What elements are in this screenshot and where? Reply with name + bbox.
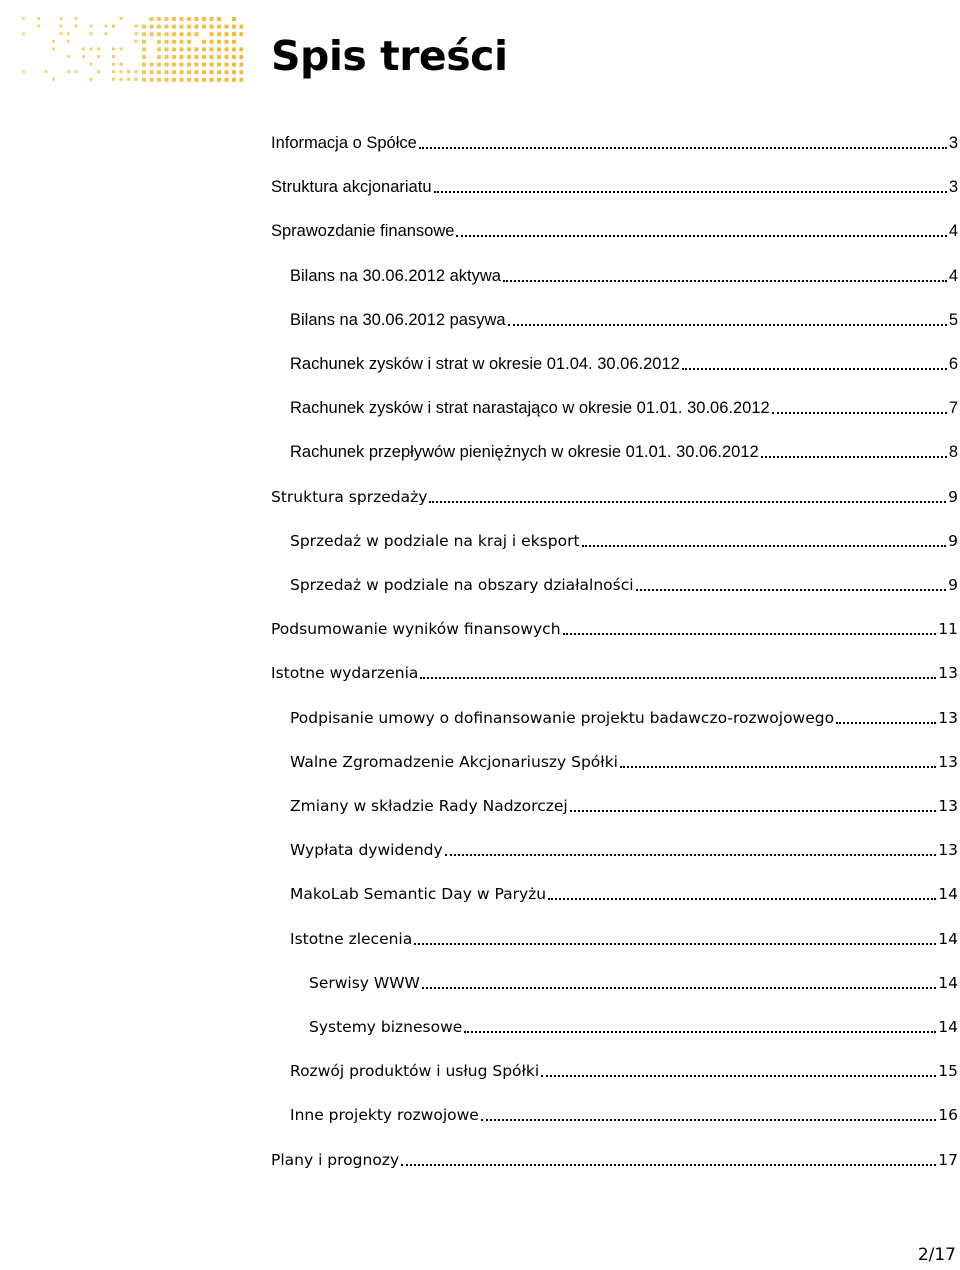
toc-entry-page-number: 13 — [938, 709, 958, 727]
toc-dot-leader — [682, 368, 947, 370]
toc-entry-bilans-aktywa[interactable] — [290, 261, 958, 287]
toc-entry-rachunek-przeplywow[interactable] — [290, 437, 958, 463]
toc-entry-page-number: 15 — [938, 1062, 958, 1080]
toc-entry-istotne-zlecenia[interactable] — [290, 924, 958, 950]
toc-entry-page-number: 14 — [938, 930, 958, 948]
toc-dot-leader — [582, 545, 947, 547]
toc-dot-leader — [401, 1164, 936, 1166]
toc-entry-zmiany-rady-nadzorczej[interactable] — [290, 791, 958, 817]
toc-entry-makolab-semantic-day[interactable] — [290, 879, 958, 905]
toc-entry-page-number: 7 — [948, 399, 958, 417]
toc-entry-sprzedaz-kraj-eksport[interactable] — [290, 526, 958, 552]
toc-dot-leader — [422, 987, 936, 989]
toc-entry-label: Rozwój produktów i usług Spółki — [290, 1062, 540, 1080]
toc-dot-leader — [761, 456, 947, 458]
toc-entry-label: Istotne wydarzenia — [271, 664, 419, 682]
toc-entry-page-number: 13 — [938, 664, 958, 682]
toc-entry-label: Sprzedaż w podziale na kraj i eksport — [290, 532, 580, 550]
toc-entry-sprawozdanie-finansowe[interactable] — [271, 216, 958, 242]
toc-entry-serwisy-www[interactable] — [309, 968, 958, 994]
toc-dot-leader — [434, 191, 947, 193]
toc-entry-page-number: 4 — [948, 222, 958, 240]
toc-entry-page-number: 14 — [938, 974, 958, 992]
toc-entry-label: Struktura sprzedaży — [271, 488, 428, 506]
toc-entry-label: Struktura akcjonariatu — [271, 178, 432, 196]
toc-entry-istotne-wydarzenia[interactable] — [271, 658, 958, 684]
toc-entry-page-number: 14 — [938, 1018, 958, 1036]
toc-entry-label: Rachunek zysków i strat narastająco w okresie 01.01. 30.06.2012 — [290, 399, 770, 417]
toc-entry-page-number: 14 — [938, 885, 958, 903]
toc-entry-label: Istotne zlecenia — [290, 930, 413, 948]
toc-entry-label: Sprawozdanie finansowe — [271, 222, 455, 240]
toc-entry-label: Bilans na 30.06.2012 pasywa — [290, 311, 506, 329]
toc-entry-label: Systemy biznesowe — [309, 1018, 463, 1036]
toc-entry-rachunek-zyskow-i-strat[interactable] — [290, 349, 958, 375]
toc-dot-leader — [456, 235, 946, 237]
toc-entry-podsumowanie-wynikow[interactable] — [271, 614, 958, 640]
toc-entry-label: Sprzedaż w podziale na obszary działalności — [290, 576, 634, 594]
toc-entry-page-number: 16 — [938, 1106, 958, 1124]
toc-dot-leader — [570, 810, 937, 812]
toc-dot-leader — [563, 633, 937, 635]
toc-dot-leader — [481, 1119, 936, 1121]
toc-entry-page-number: 9 — [948, 532, 958, 550]
toc-entry-label: Podsumowanie wyników finansowych — [271, 620, 561, 638]
toc-entry-rachunek-zyskow-narastajaco[interactable] — [290, 393, 958, 419]
toc-entry-label: Bilans na 30.06.2012 aktywa — [290, 267, 501, 285]
toc-entry-rozwoj-produktow[interactable] — [290, 1056, 958, 1082]
toc-entry-informacja-o-spolce[interactable] — [271, 128, 958, 154]
toc-entry-page-number: 5 — [948, 311, 958, 329]
toc-entry-label: Rachunek zysków i strat w okresie 01.04. 30.06.2012 — [290, 355, 680, 373]
toc-entry-label: Serwisy WWW — [309, 974, 420, 992]
toc-entry-struktura-sprzedazy[interactable] — [271, 482, 958, 508]
toc-entry-page-number: 3 — [948, 134, 958, 152]
toc-entry-label: Plany i prognozy — [271, 1151, 400, 1169]
toc-dot-leader — [636, 589, 947, 591]
toc-dot-leader — [419, 147, 947, 149]
toc-entry-struktura-akcjonariatu[interactable] — [271, 172, 958, 198]
toc-entry-systemy-biznesowe[interactable] — [309, 1012, 958, 1038]
toc-entry-label: Wypłata dywidendy — [290, 841, 443, 859]
toc-entry-wyplata-dywidendy[interactable] — [290, 835, 958, 861]
toc-entry-label: Rachunek przepływów pieniężnych w okresie 01.01. 30.06.2012 — [290, 443, 759, 461]
toc-entry-page-number: 17 — [938, 1151, 958, 1169]
toc-entry-page-number: 13 — [938, 841, 958, 859]
toc-entry-page-number: 6 — [948, 355, 958, 373]
toc-entry-label: Podpisanie umowy o dofinansowanie projektu badawczo-rozwojowego — [290, 709, 835, 727]
toc-entry-label: MakoLab Semantic Day w Paryżu — [290, 885, 547, 903]
toc-entry-page-number: 3 — [948, 178, 958, 196]
toc-entry-page-number: 13 — [938, 753, 958, 771]
toc-entry-page-number: 9 — [948, 488, 958, 506]
toc-entry-walne-zgromadzenie[interactable] — [290, 747, 958, 773]
toc-entry-plany-i-prognozy[interactable] — [271, 1145, 958, 1171]
toc-entry-inne-projekty[interactable] — [290, 1100, 958, 1126]
toc-entry-page-number: 11 — [938, 620, 958, 638]
toc-dot-leader — [772, 412, 947, 414]
toc-entry-label: Walne Zgromadzenie Akcjonariuszy Spółki — [290, 753, 618, 771]
toc-entry-page-number: 13 — [938, 797, 958, 815]
toc-dot-leader — [541, 1075, 936, 1077]
toc-entry-page-number: 9 — [948, 576, 958, 594]
toc-dot-leader — [548, 898, 936, 900]
toc-dot-leader — [620, 766, 936, 768]
toc-dot-leader — [464, 1031, 936, 1033]
toc-dot-leader — [445, 854, 937, 856]
toc-entry-sprzedaz-obszary[interactable] — [290, 570, 958, 596]
toc-dot-leader — [420, 677, 936, 679]
toc-entry-page-number: 8 — [948, 443, 958, 461]
toc-dot-leader — [508, 324, 947, 326]
toc-dot-leader — [414, 943, 936, 945]
toc-dot-leader — [429, 501, 946, 503]
toc-entry-bilans-pasywa[interactable] — [290, 305, 958, 331]
toc-dot-leader — [836, 722, 936, 724]
toc-entry-page-number: 4 — [948, 267, 958, 285]
toc-dot-leader — [503, 280, 947, 282]
toc-entry-label: Informacja o Spółce — [271, 134, 417, 152]
toc-entry-label: Zmiany w składzie Rady Nadzorczej — [290, 797, 568, 815]
page-number: 2/17 — [917, 1245, 956, 1265]
toc-entry-podpisanie-umowy[interactable] — [290, 703, 958, 729]
toc-entry-label: Inne projekty rozwojowe — [290, 1106, 479, 1124]
page-title: Spis treści — [271, 32, 508, 80]
